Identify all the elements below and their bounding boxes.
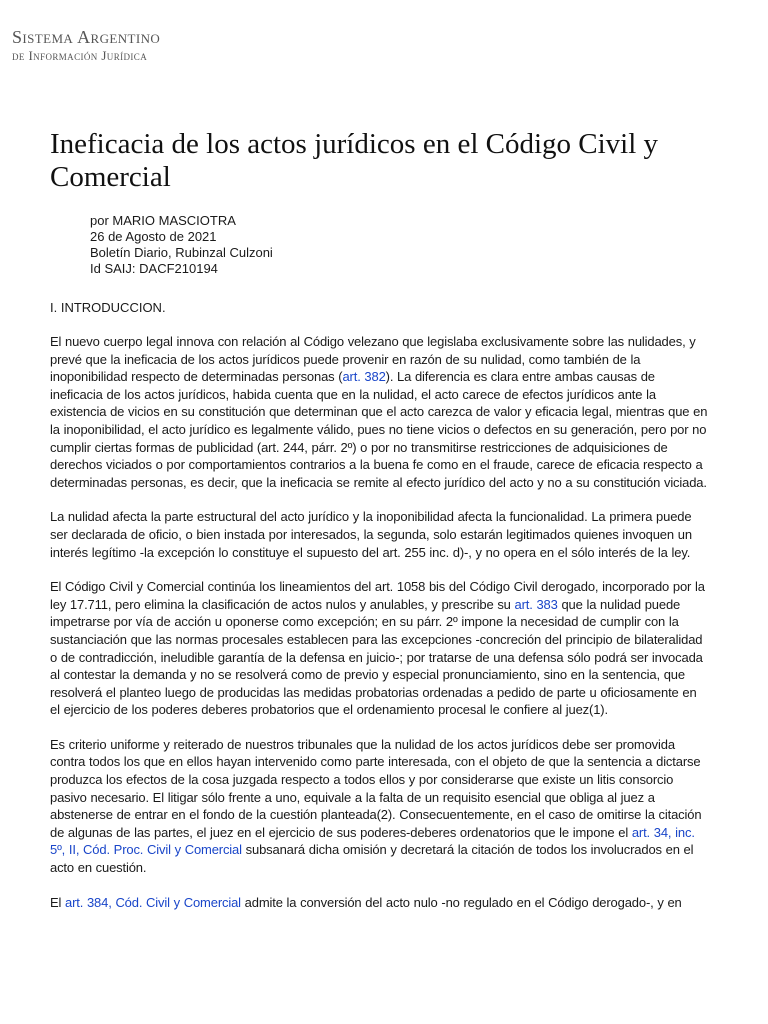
paragraph-text: El Código Civil y Comercial continúa los lineamientos del art. 1058 bis del Código Civil derogado, incorporado por la ley 17.711, pero elimina la clasificación de actos nulos y anulables, y prescribe su bbox=[50, 579, 705, 612]
paragraph-2: La nulidad afecta la parte estructural del acto jurídico y la inoponibilidad afecta la funcionalidad. La primera puede ser declarada de oficio, o bien instada por interesados, la segunda, solo estarán legitimados quienes invoquen un interés legítimo -la excepción lo constituye el supuesto del art. 255 inc. d)-, y no opera en el sólo interés de la ley. bbox=[50, 509, 692, 560]
link-art-384[interactable]: art. 384, Cód. Civil y Comercial bbox=[65, 894, 241, 910]
article-meta bbox=[90, 213, 710, 277]
article-author: por MARIO MASCIOTRA bbox=[90, 213, 236, 228]
logo-line-1: Sistema Argentino bbox=[12, 27, 161, 47]
article-source: Boletín Diario, Rubinzal Culzoni bbox=[90, 245, 273, 260]
site-logo[interactable] bbox=[12, 28, 160, 62]
paragraph-text: El bbox=[50, 894, 66, 910]
paragraph-text: subsanará dicha omisión y decretará la citación de todos los involucrados en el acto en cuestión. bbox=[50, 842, 694, 876]
paragraph-5 bbox=[50, 894, 710, 912]
paragraph-text: El nuevo cuerpo legal innova con relación al Código velezano que legislaba exclusivamente sobre las nulidades, y prevé que la ineficacia de los actos jurídicos puede provenir en razón de su nulidad, como también de la inoponibilidad respecto de determinadas personas ( bbox=[50, 334, 696, 385]
paragraph-text: Es criterio uniforme y reiterado de nuestros tribunales que la nulidad de los actos jurídicos debe ser promovida contra todos los que en ellos hayan intervenido como parte interesada, con el objeto de que la sentencia a dictarse produzca los efectos de la cosa juzgada respecto a todos ellos y por considerarse que existe un litis consorcio pasivo necesario. El litigar sólo frente a uno, equivale a la falta de un requisito esencial que obliga al juez a abstenerse de entrar en el fondo de la cuestión planteada(2). Consecuentemente, en el caso de omitirse la citación de algunas de las partes, el juez en el ejercicio de sus poderes-deberes ordenatorios que le impone el bbox=[50, 736, 702, 840]
link-art-382[interactable]: art. 382 bbox=[342, 369, 386, 385]
link-art-383[interactable]: art. 383 bbox=[514, 596, 558, 612]
article-content bbox=[50, 128, 710, 911]
paragraph-4 bbox=[50, 736, 710, 877]
article-id: Id SAIJ: DACF210194 bbox=[90, 261, 218, 276]
section-heading: I. INTRODUCCION. bbox=[50, 300, 166, 315]
paragraph-text: admite la conversión del acto nulo -no regulado en el Código derogado-, y en bbox=[240, 894, 682, 910]
paragraph-1 bbox=[50, 333, 710, 491]
paragraph-text: que la nulidad puede impetrarse por vía de acción u oponerse como excepción; en su párr. 2º impone la necesidad de cumplir con la sustanciación que las normas procesales establecen para las excepciones -concreción del principio de bilateralidad o de contradicción, ineludible garantía de la defensa en juicio-; por tratarse de una defensa sólo podrá ser invocada al contestar la demanda y no se resolverá como de previo y especial pronunciamiento, sino en la sentencia, que resolverá el planteo luego de producidas las medidas probatorias ordenadas a pedido de parte u oficiosamente en el ejercicio de los poderes deberes probatorios que el ordenamiento procesal le confiere al juez(1). bbox=[50, 596, 703, 718]
paragraph-text: ). La diferencia es clara entre ambas causas de ineficacia de los actos jurídicos, habida cuenta que en la nulidad, el acto carece de efectos jurídicos ante la existencia de vicios en su constitución que determinan que el acto carezca de valor y eficacia legal, mientras que en la inoponibilidad, el acto jurídico es legalmente válido, pues no tiene vicios o defectos en su generación, pero por no cumplir ciertas formas de publicidad (art. 244, párr. 2º) o por no transmitirse restricciones de adquisiciones de derechos viciados o por comportamientos contrarios a la buena fe como en el fraude, carece de eficacia respecto a determinadas personas, es decir, que la ineficacia se remite al efecto jurídico del acto y no a su constitución viciada. bbox=[50, 369, 708, 490]
link-art-34[interactable]: art. 34, inc. 5º, II, Cód. Proc. Civil y Comercial bbox=[50, 824, 695, 858]
paragraph-3 bbox=[50, 578, 710, 719]
logo-line-2: de Información Jurídica bbox=[12, 48, 148, 63]
article-date: 26 de Agosto de 2021 bbox=[90, 229, 217, 244]
article-title: Ineficacia de los actos jurídicos en el Código Civil y Comercial bbox=[50, 128, 659, 193]
